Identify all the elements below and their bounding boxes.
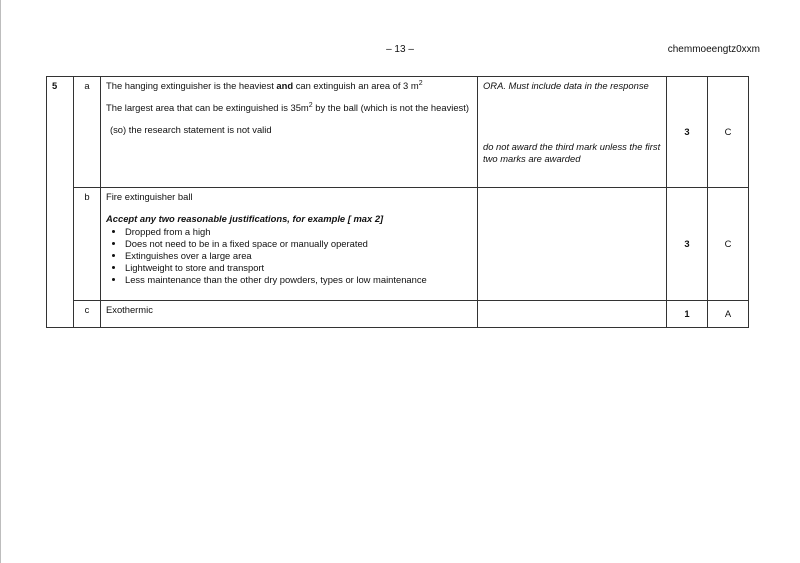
- guidance-a-top: ORA. Must include data in the response: [483, 80, 649, 91]
- guidance-cell-b: [478, 188, 667, 301]
- justification-list: [106, 226, 472, 286]
- answer-a-line1: [106, 80, 472, 92]
- answer-b-title: Fire extinguisher ball: [106, 191, 193, 202]
- answer-a-line3: (so) the research statement is not valid: [110, 124, 272, 135]
- superscript-2: 2: [308, 101, 313, 109]
- list-item: • Extinguishes over a large area: [125, 250, 472, 262]
- page-left-edge: [0, 0, 1, 563]
- document-code: chemmoeengtz0xxm: [667, 44, 760, 55]
- answer-a-bold-word: and: [276, 80, 294, 91]
- list-item: • Less maintenance than the other dry powders, types or low maintenance: [125, 274, 472, 286]
- answer-a-line1-text: The hanging extinguisher is the heaviest: [106, 80, 277, 91]
- markscheme-table: [46, 76, 749, 328]
- page-number: – 13 –: [386, 44, 414, 55]
- superscript-2: 2: [418, 79, 423, 87]
- guidance-a-bottom: do not award the third mark unless the first two marks are awarded: [483, 141, 661, 164]
- answer-a-line2-tail: by the ball (which is not the heaviest): [312, 102, 469, 113]
- ao-c: A: [708, 301, 749, 328]
- marks-c: 1: [667, 301, 708, 328]
- part-label-c: c: [74, 301, 101, 328]
- answer-cell-b: [101, 188, 478, 301]
- table-row-part-c: [47, 301, 749, 328]
- guidance-cell-c: [478, 301, 667, 328]
- table-row-part-a: [47, 77, 749, 188]
- answer-a-line1-tail: can extinguish an area of 3 m: [293, 80, 419, 91]
- marks-b: 3: [667, 188, 708, 301]
- part-label-b: b: [74, 188, 101, 301]
- ao-a: C: [708, 77, 749, 188]
- marks-a: 3: [667, 77, 708, 188]
- ao-b: C: [708, 188, 749, 301]
- list-item: • Dropped from a high: [125, 226, 472, 238]
- list-item: • Lightweight to store and transport: [125, 262, 472, 274]
- answer-b-instruction: Accept any two reasonable justifications, for example [ max 2]: [106, 213, 384, 224]
- answer-cell-c: Exothermic: [101, 301, 478, 328]
- list-item: • Does not need to be in a fixed space or manually operated: [125, 238, 472, 250]
- answer-a-line2-text: The largest area that can be extinguished is 35m: [106, 102, 309, 113]
- guidance-cell-a: [478, 77, 667, 188]
- answer-a-line2: [106, 102, 472, 114]
- question-number: 5: [47, 77, 74, 328]
- part-label-a: a: [74, 77, 101, 188]
- table-row-part-b: [47, 188, 749, 301]
- answer-cell-a: [101, 77, 478, 188]
